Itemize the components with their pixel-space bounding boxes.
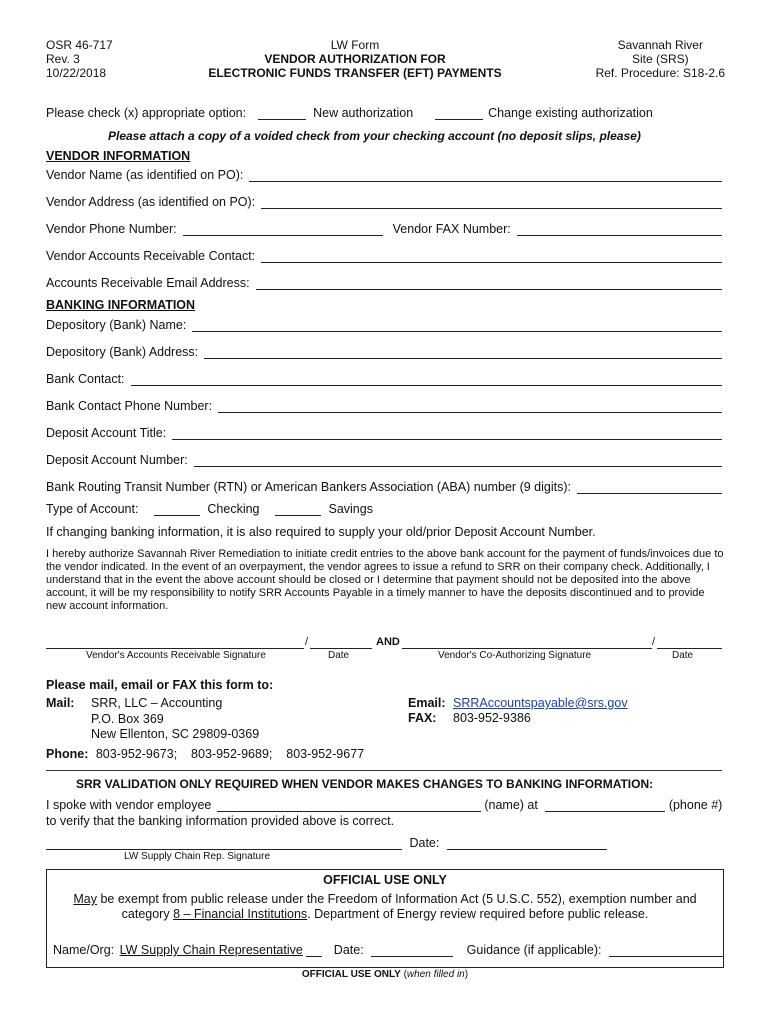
vendor-phone-label: Vendor Phone Number:: [46, 222, 177, 236]
vendor-ar-contact-label: Vendor Accounts Receivable Contact:: [46, 249, 256, 263]
date2-field[interactable]: [657, 636, 722, 649]
bank-name-row: [46, 316, 722, 332]
authorization-paragraph: I hereby authorize Savannah River Remediation to initiate credit entries to the above bank account for the payment of funds/invoices due to the vendor indicated. In the event of an overpayment, the vendor agrees to issue a refund to SRR on their company check. Additionally, I understand that in the event the above account should be closed or I determine that payment should not be deposited into the above account, it will be my responsibility to notify SRR Accounts Payable in a timely manner to have the deposits discontinued and to provide new account information.: [46, 548, 724, 612]
vendor-ar-contact-row: [46, 247, 722, 263]
may-text: May: [73, 892, 97, 906]
official-date-field[interactable]: [371, 944, 453, 957]
account-type-row: [46, 502, 373, 516]
bank-contact-field[interactable]: [131, 373, 722, 386]
mail-label: Mail:: [46, 696, 75, 710]
email-label: Email:: [408, 696, 446, 710]
change-authorization-label: Change existing authorization: [488, 106, 653, 120]
date1-field[interactable]: [310, 636, 372, 649]
vendor-address-row: [46, 193, 722, 209]
ar-email-field[interactable]: [256, 277, 722, 290]
org-block: [596, 38, 725, 80]
mail-line3: New Ellenton, SC 29809-0369: [91, 727, 260, 741]
phone-suffix-label: (phone #): [668, 798, 723, 812]
official-line1-rest: be exempt from public release under the Freedom of Information Act (5 U.S.C. 552), exemption number and: [97, 892, 697, 906]
phone-numbers: 803-952-9673; 803-952-9689; 803-952-9677: [95, 747, 365, 761]
change-banking-note: If changing banking information, it is also required to supply your old/prior Deposit Account Number.: [46, 525, 596, 539]
email-link[interactable]: SRRAccountspayable@srs.gov: [453, 696, 628, 710]
form-title-block: [190, 38, 520, 80]
rep-signature-row: [46, 836, 607, 850]
mail-line2: P.O. Box 369: [91, 711, 164, 726]
fax-label: FAX:: [408, 711, 437, 725]
bank-address-label: Depository (Bank) Address:: [46, 345, 199, 359]
ar-signature-caption: Vendor's Accounts Receivable Signature: [86, 650, 266, 661]
savings-checkbox[interactable]: [275, 503, 321, 516]
official-line2-post: . Department of Energy review required before public release.: [307, 907, 649, 921]
phone-label: Phone:: [46, 747, 89, 761]
date1-caption: Date: [328, 650, 350, 661]
vendor-fax-label: Vendor FAX Number:: [392, 222, 511, 236]
rep-date-field[interactable]: [447, 837, 607, 850]
validation-heading: SRR VALIDATION ONLY REQUIRED WHEN VENDOR MAKES CHANGES TO BANKING INFORMATION:: [76, 777, 654, 791]
vendor-phone-row: [46, 220, 722, 236]
deposit-title-field[interactable]: [172, 427, 722, 440]
signature-slash-1: /: [305, 636, 309, 648]
nameorg-label: Name/Org:: [53, 943, 115, 957]
vendor-ar-contact-field[interactable]: [261, 250, 722, 263]
spoke-row: [46, 798, 722, 812]
signature-line-row: [46, 636, 722, 650]
signature-captions: [46, 650, 722, 664]
official-line2-pre: category: [121, 907, 174, 921]
name-at-label: (name) at: [484, 798, 538, 812]
org-line2: Site (SRS): [631, 52, 689, 66]
form-name: LW Form: [330, 38, 380, 52]
rep-signature-field[interactable]: [46, 837, 402, 850]
routing-label: Bank Routing Transit Number (RTN) or American Bankers Association (ABA) number (9 digits):: [46, 480, 571, 494]
bank-contact-phone-label: Bank Contact Phone Number:: [46, 399, 213, 413]
guidance-field[interactable]: [609, 944, 723, 957]
bank-contact-row: [46, 370, 722, 386]
deposit-title-label: Deposit Account Title:: [46, 426, 167, 440]
vendor-section-heading: VENDOR INFORMATION: [46, 149, 191, 163]
form-title-line1: VENDOR AUTHORIZATION FOR: [264, 52, 446, 66]
signature-slash-2: /: [652, 636, 656, 648]
footer-note: when filled in: [406, 969, 465, 980]
ar-email-label: Accounts Receivable Email Address:: [46, 276, 250, 290]
form-revision: Rev. 3: [46, 52, 80, 66]
org-line1: Savannah River: [617, 38, 703, 52]
bank-contact-phone-row: [46, 397, 722, 413]
spoke-label: I spoke with vendor employee: [46, 798, 212, 812]
vendor-name-label: Vendor Name (as identified on PO):: [46, 168, 244, 182]
exemption-category: 8 – Financial Institutions: [173, 907, 308, 921]
fax-number: 803-952-9386: [453, 711, 531, 725]
validation-divider: [46, 770, 722, 771]
official-fields-row: [53, 943, 723, 957]
form-number: OSR 46-717: [46, 38, 113, 52]
vendor-name-field[interactable]: [249, 169, 722, 182]
vendor-name-row: [46, 166, 722, 182]
new-authorization-label: New authorization: [313, 106, 414, 120]
deposit-title-row: [46, 424, 722, 440]
new-authorization-checkbox[interactable]: [258, 107, 306, 120]
deposit-number-field[interactable]: [194, 454, 722, 467]
bank-contact-label: Bank Contact:: [46, 372, 125, 386]
routing-field[interactable]: [577, 481, 722, 494]
employee-phone-field[interactable]: [545, 799, 665, 812]
bank-contact-phone-field[interactable]: [218, 400, 722, 413]
bank-address-field[interactable]: [204, 346, 722, 359]
checking-checkbox[interactable]: [154, 503, 200, 516]
and-label: AND: [376, 636, 400, 648]
deposit-number-row: [46, 451, 722, 467]
rep-signature-caption: LW Supply Chain Rep. Signature: [124, 851, 271, 862]
official-line2: [47, 907, 723, 921]
official-line1: [47, 892, 723, 906]
savings-label: Savings: [328, 502, 373, 516]
change-authorization-checkbox[interactable]: [435, 107, 483, 120]
nameorg-pad: [306, 944, 322, 957]
rep-date-label: Date:: [409, 836, 440, 850]
nameorg-value: LW Supply Chain Representative: [119, 943, 303, 957]
ar-email-row: [46, 274, 722, 290]
attach-check-note: Please attach a copy of a voided check from your checking account (no deposit slips, please): [108, 129, 641, 143]
verify-text: to verify that the banking information provided above is correct.: [46, 814, 395, 828]
vendor-address-field[interactable]: [261, 196, 722, 209]
account-type-label: Type of Account:: [46, 502, 139, 516]
bank-address-row: [46, 343, 722, 359]
vendor-address-label: Vendor Address (as identified on PO):: [46, 195, 256, 209]
bank-name-field[interactable]: [192, 319, 722, 332]
option-prompt: Please check (x) appropriate option:: [46, 106, 247, 120]
guidance-label: Guidance (if applicable):: [466, 943, 602, 957]
form-id-block: [46, 38, 113, 80]
co-signature-field[interactable]: [402, 636, 652, 649]
co-signature-caption: Vendor's Co-Authorizing Signature: [438, 650, 592, 661]
form-title-line2: ELECTRONIC FUNDS TRANSFER (EFT) PAYMENTS: [208, 66, 502, 80]
banking-section-heading: BANKING INFORMATION: [46, 298, 196, 312]
checking-label: Checking: [207, 502, 260, 516]
vendor-fax-field[interactable]: [517, 223, 722, 236]
phone-row: [46, 747, 364, 761]
ref-procedure: Ref. Procedure: S18-2.6: [595, 66, 725, 80]
ar-signature-field[interactable]: [46, 636, 304, 649]
mail-line1: SRR, LLC – Accounting: [91, 696, 223, 710]
deposit-number-label: Deposit Account Number:: [46, 453, 188, 467]
option-row: [46, 106, 653, 120]
footer: OFFICIAL USE ONLY (when filled in): [301, 969, 469, 980]
official-use-box: [46, 869, 724, 968]
employee-name-field[interactable]: [217, 799, 481, 812]
official-use-heading: OFFICIAL USE ONLY: [323, 873, 447, 887]
date2-caption: Date: [672, 650, 694, 661]
form-date: 10/22/2018: [46, 66, 107, 80]
official-date-label: Date:: [333, 943, 364, 957]
bank-name-label: Depository (Bank) Name:: [46, 318, 187, 332]
footer-label: OFFICIAL USE ONLY: [301, 969, 401, 980]
mail-address: [91, 696, 259, 743]
contact-heading: Please mail, email or FAX this form to:: [46, 678, 274, 692]
vendor-phone-field[interactable]: [183, 223, 383, 236]
routing-row: [46, 478, 722, 494]
